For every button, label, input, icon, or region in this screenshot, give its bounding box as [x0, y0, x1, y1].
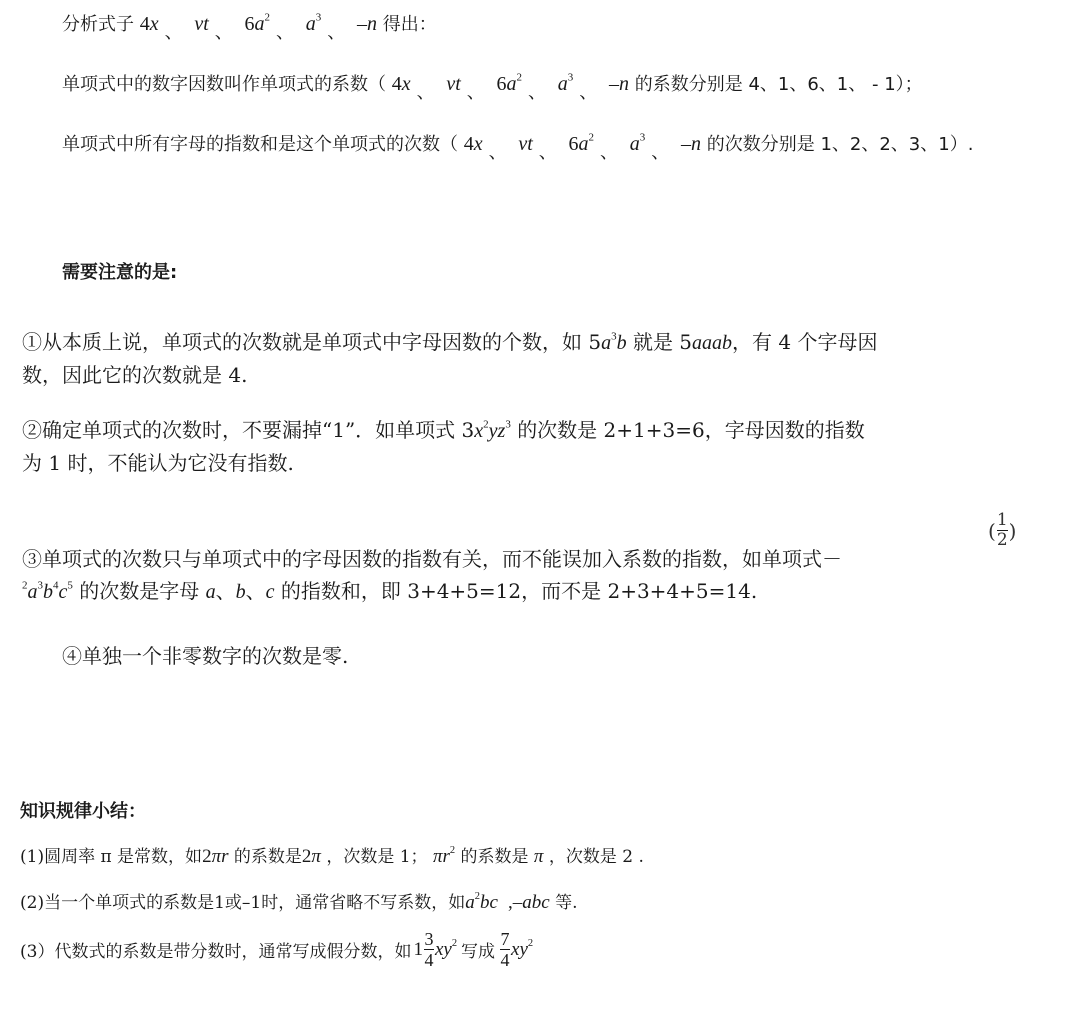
summary-3: (3）代数式的系数是带分数时，通常写成假分数，如 1 $\frac{3}{4}$ $xy^2$ 写成 $\frac{7}{4}$ $xy^2$	[20, 929, 534, 970]
note-3: ③单项式的次数只与单项式中的字母因数的指数有关，而不能误加入系数的指数，如单项式－ $^2a^3b^4c^5$ 的次数是字母 a、b、c 的指数和，即 3+4+5=12，而不是 2+3+4+5=14.	[22, 547, 842, 603]
s1-part-c: ，次数是 1；	[326, 847, 428, 867]
s2-part-b: 等.	[555, 893, 578, 913]
analysis-intro-line: 分析式子 4x 、 vt 、 $6a^2$、 $a^3$、 –n 得出：	[62, 11, 437, 43]
degree-line: 单项式中所有字母的指数和是这个单项式的次数（ 4x 、 vt 、 $6a^2$、 $a^3$、 –n 的次数分别是 1、2、2、3、1）.	[62, 131, 974, 163]
summary-1: (1)圆周率 π 是常数，如2πr 的系数是2π ，次数是 1； $\pi r^2$ 的系数是 π ，次数是 2 .	[20, 845, 644, 867]
note-1: ①从本质上说，单项式的次数就是单项式中字母因数的个数，如 $5a^3b$ 就是 5aaab，有 4 个字母因 数，因此它的次数就是 4.	[22, 330, 878, 387]
note-4: ④单独一个非零数字的次数是零.	[62, 644, 349, 668]
note2-part-b: 的次数是 2+1+3=6，字母因数的指数	[517, 418, 865, 442]
intro-end-text: 得出：	[382, 14, 437, 35]
note3-part-b: 的次数是字母	[79, 579, 206, 603]
deg-text: 单项式中所有字母的指数和是这个单项式的次数（	[62, 134, 458, 155]
separator: 、	[276, 22, 295, 43]
coefficient-line: 单项式中的数字因数叫作单项式的系数（ 4x 、 vt 、 $6a^2$、 $a^3$、 –n 的系数分别是 4、1、6、1、 - 1）；	[62, 71, 923, 103]
summary-2: (2)当一个单项式的系数是1或–1时，通常省略不写系数，如$a^2bc$ ,–abc 等.	[20, 891, 578, 913]
intro-text: 分析式子	[62, 14, 134, 35]
s2-part-a: (2)当一个单项式的系数是1或–1时，通常省略不写系数，如	[20, 893, 466, 913]
note1-part-c: ，有 4 个字母因	[732, 330, 878, 354]
separator: 、	[528, 82, 547, 103]
separator: 、	[538, 142, 557, 163]
separator: 、	[164, 22, 183, 43]
note1-part-b: 就是 5	[632, 330, 693, 354]
note3-part-c: 的指数和，即 3+4+5=12，而不是 2+3+4+5=14.	[280, 579, 758, 603]
s3-part-a: (3）代数式的系数是带分数时，通常写成假分数，如	[20, 942, 412, 962]
half-denominator: 2	[996, 530, 1008, 550]
coef-text: 单项式中的数字因数叫作单项式的系数（	[62, 74, 386, 95]
separator: 、	[466, 82, 485, 103]
s1-part-d: 的系数是	[460, 847, 529, 867]
mixed-whole: 1	[413, 938, 423, 960]
note3-part-a: ③单项式的次数只与单项式中的字母因数的指数有关，而不能误加入系数的指数，如单项式－	[22, 547, 842, 571]
s1-part-b: 的系数是	[233, 847, 302, 867]
improper-denominator: 4	[500, 950, 510, 970]
separator: 、	[488, 142, 507, 163]
note1-part-d: 数，因此它的次数就是 4.	[22, 363, 248, 387]
mixed-denominator: 4	[424, 950, 434, 970]
note2-part-a: ②确定单项式的次数时，不要漏掉“1”．如单项式 3	[22, 418, 475, 442]
note-2: ②确定单项式的次数时，不要漏掉“1”．如单项式 $3x^2yz^3$ 的次数是 2+1+3=6，字母因数的指数 为 1 时，不能认为它没有指数.	[22, 418, 865, 475]
separator: 、	[600, 142, 619, 163]
half-numerator: 1	[996, 510, 1008, 530]
separator: 、	[651, 142, 670, 163]
one-half-fraction: ( $\frac{1}{2}$ )	[988, 510, 1017, 550]
note2-part-c: 为 1 时，不能认为它没有指数.	[22, 451, 294, 475]
s1-part-e: ，次数是 2 .	[548, 847, 644, 867]
coef-result: 的系数分别是 4、1、6、1、 - 1）；	[634, 74, 923, 95]
deg-result: 的次数分别是 1、2、2、3、1）.	[706, 134, 974, 155]
mixed-numerator: 3	[424, 929, 434, 949]
separator: 、	[327, 22, 346, 43]
improper-numerator: 7	[500, 929, 510, 949]
summary-heading: 知识规律小结：	[20, 801, 146, 822]
separator: 、	[214, 22, 233, 43]
separator: 、	[579, 82, 598, 103]
s3-part-b: 写成	[461, 942, 496, 962]
s1-part-a: (1)圆周率 π 是常数，如	[20, 847, 203, 867]
separator: 、	[416, 82, 435, 103]
note1-part-a: ①从本质上说，单项式的次数就是单项式中字母因数的个数，如 5	[22, 330, 602, 354]
notes-heading: 需要注意的是:	[62, 262, 178, 283]
